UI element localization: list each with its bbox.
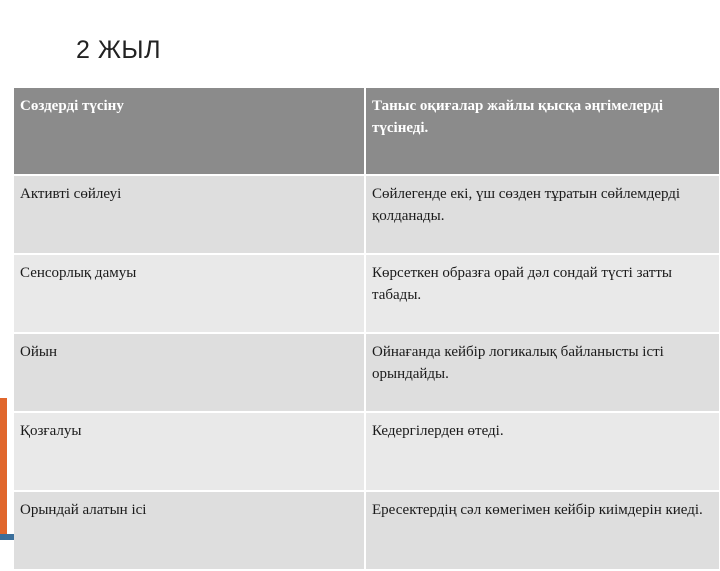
cell-description: Ойнағанда кейбір логикалық байланысты істі орындайды. [365, 333, 720, 412]
cell-description: Сөйлегенде екі, үш сөзден тұратын сөйлемдерді қолданады. [365, 175, 720, 254]
table-row [14, 412, 720, 491]
table-row [14, 491, 720, 570]
cell-category: Сенсорлық дамуы [14, 254, 365, 333]
skills-table [14, 88, 720, 571]
cell-description: Ересектердің сәл көмегімен кейбір киімдерін киеді. [365, 491, 720, 570]
cell-category: Қозғалуы [14, 412, 365, 491]
table-header-row [14, 88, 720, 175]
table-row [14, 175, 720, 254]
cell-category: Ойын [14, 333, 365, 412]
cell-description: Көрсеткен образға орай дәл сондай түсті затты табады. [365, 254, 720, 333]
cell-description: Кедергілерден өтеді. [365, 412, 720, 491]
cell-category: Орындай алатын ісі [14, 491, 365, 570]
cell-category: Активті сөйлеуі [14, 175, 365, 254]
slide-title: 2 ЖЫЛ [76, 36, 161, 64]
header-cell-description: Таныс оқиғалар жайлы қысқа әңгімелерді түсінеді. [365, 88, 720, 175]
header-cell-category: Сөздерді түсіну [14, 88, 365, 175]
left-accent-bar [0, 398, 7, 540]
table-row [14, 254, 720, 333]
table-row [14, 333, 720, 412]
